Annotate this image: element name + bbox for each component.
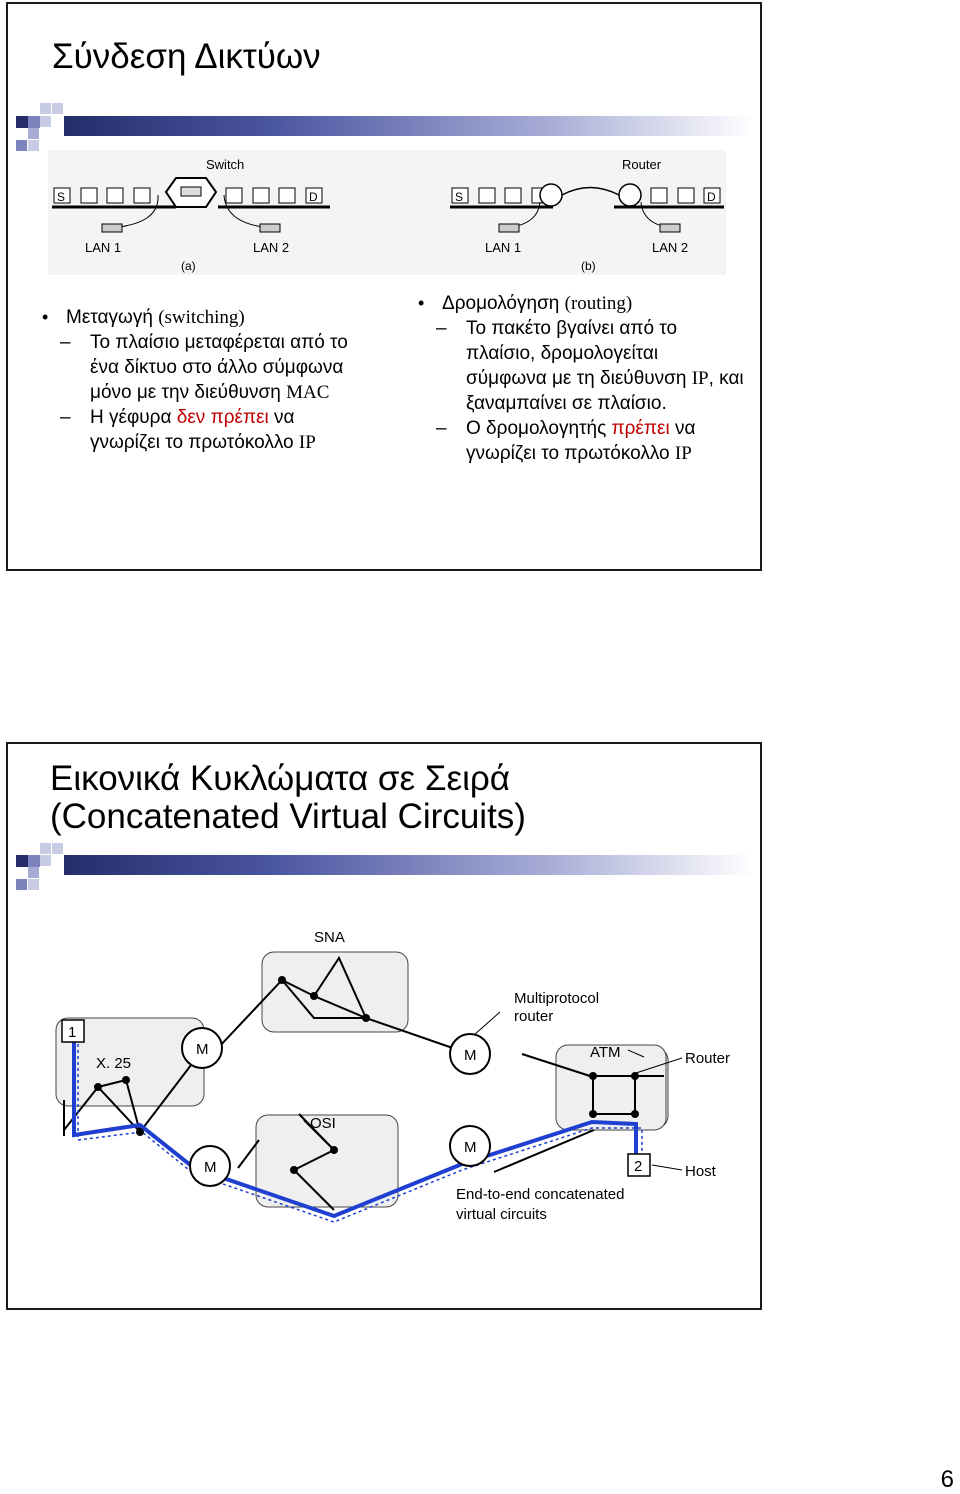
caption-a: (a) xyxy=(181,259,196,273)
diagram-caption-2: virtual circuits xyxy=(456,1206,547,1223)
host-s-a: S xyxy=(57,190,66,204)
m-node-3: M xyxy=(464,1047,477,1064)
m-node-1: M xyxy=(196,1041,209,1058)
concatenated-vc-diagram xyxy=(44,920,744,1230)
switching-sub-1: – Το πλαίσιο μεταφέρεται από το ένα δίκτυο στο άλλο σύμφωνα μόνο με την διεύθυνση MAC xyxy=(38,330,368,405)
lan1-label-a: LAN 1 xyxy=(85,240,122,255)
diagram-caption-1: End-to-end concatenated xyxy=(456,1186,625,1203)
left-column xyxy=(38,305,368,455)
lan2-label-b: LAN 2 xyxy=(652,240,689,255)
x25-label: X. 25 xyxy=(96,1055,132,1072)
router-label-2: Router xyxy=(685,1050,731,1067)
m-node-2: M xyxy=(204,1159,217,1176)
routing-sub-2: – Ο δρομολογητής πρέπει να γνωρίζει το πρωτόκολλο IP xyxy=(414,416,744,466)
m-node-4: M xyxy=(464,1139,477,1156)
slide-1 xyxy=(6,2,762,571)
switching-sub-2: – Η γέφυρα δεν πρέπει να γνωρίζει το πρωτόκολλο IP xyxy=(38,405,368,455)
lan1-label-b: LAN 1 xyxy=(485,240,522,255)
atm-label: ATM xyxy=(590,1044,621,1061)
lan2-label-a: LAN 2 xyxy=(253,240,290,255)
switch-label: Switch xyxy=(206,157,245,172)
sna-label: SNA xyxy=(314,929,345,946)
slide-2-title-line-2: (Concatenated Virtual Circuits) xyxy=(50,797,526,836)
right-column xyxy=(414,291,744,466)
host-s-b: S xyxy=(455,190,464,204)
switch-router-figure xyxy=(48,150,726,275)
slide-2-title-line-1: Εικονικά Κυκλώματα σε Σειρά xyxy=(50,759,511,798)
slide-2-title xyxy=(50,760,526,836)
endpoint-1: 1 xyxy=(68,1024,77,1041)
slide-1-title: Σύνδεση Δικτύων xyxy=(52,37,321,76)
host-d-b: D xyxy=(707,190,716,204)
routing-sub-1: – Το πακέτο βγαίνει από το πλαίσιο, δρομολογείται σύμφωνα με τη διεύθυνση IP, και ξαναμπαίνει σε πλαίσιο. xyxy=(414,316,744,416)
caption-b: (b) xyxy=(581,259,596,273)
router-label: Router xyxy=(622,157,662,172)
routing-bullet: • Δρομολόγηση (routing) xyxy=(414,291,744,316)
osi-label: OSI xyxy=(310,1115,336,1132)
switching-bullet: • Μεταγωγή (switching) xyxy=(38,305,368,330)
multiprotocol-label-1: Multiprotocol xyxy=(514,990,600,1007)
host-label: Host xyxy=(685,1163,716,1180)
host-d-a: D xyxy=(309,190,318,204)
multiprotocol-label-2: router xyxy=(514,1008,554,1025)
page-number: 6 xyxy=(940,1466,954,1493)
endpoint-2: 2 xyxy=(634,1158,643,1175)
